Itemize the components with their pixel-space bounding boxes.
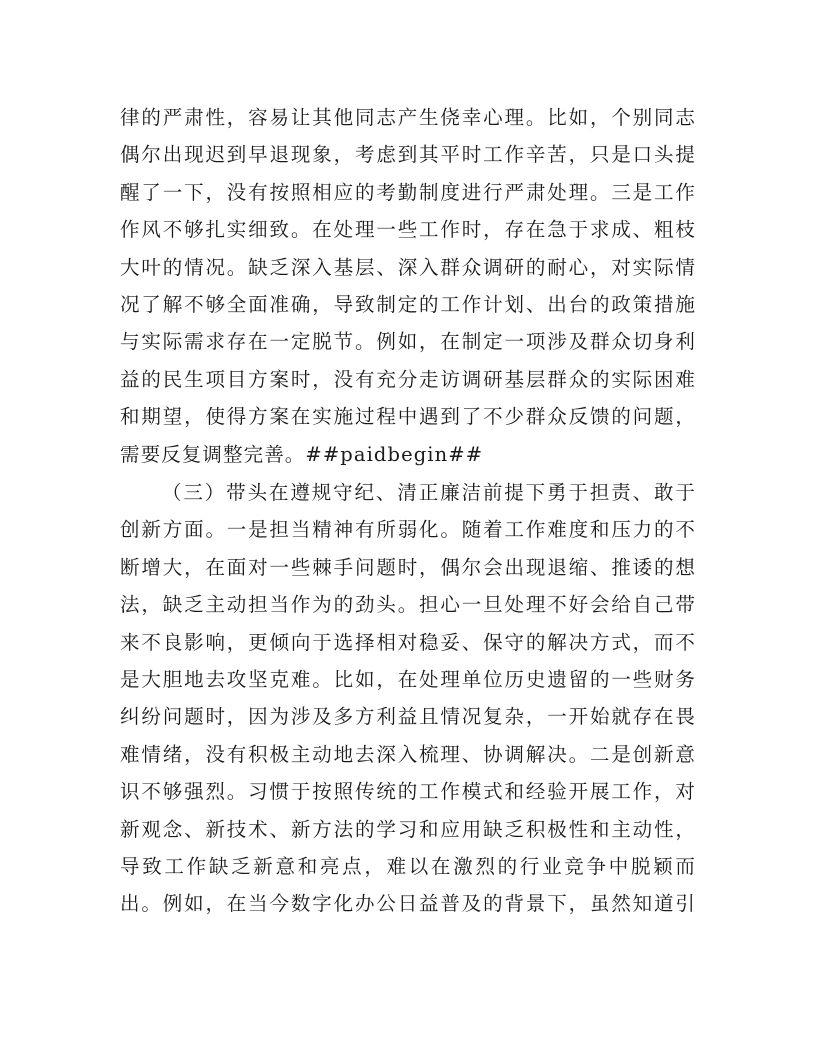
paragraph-line: 需要反复调整完善。##paidbegin##: [120, 442, 484, 466]
paragraph-line: 和期望，使得方案在实施过程中遇到了不少群众反馈的问题，: [120, 405, 696, 429]
paragraph-line: 作风不够扎实细致。在处理一些工作时，存在急于求成、粗枝: [120, 218, 696, 242]
paragraph-line: 识不够强烈。习惯于按照传统的工作模式和经验开展工作，对: [120, 780, 696, 804]
paragraph-line: 是大胆地去攻坚克难。比如，在处理单位历史遗留的一些财务: [120, 667, 696, 691]
paragraph-line: 偶尔出现迟到早退现象，考虑到其平时工作辛苦，只是口头提: [120, 143, 696, 167]
paragraph-line: 法，缺乏主动担当作为的劲头。担心一旦处理不好会给自己带: [120, 593, 696, 617]
paragraph-line: 导致工作缺乏新意和亮点，难以在激烈的行业竞争中脱颖而: [120, 854, 696, 878]
paragraph-1: [120, 99, 696, 473]
paragraph-line: 与实际需求存在一定脱节。例如，在制定一项涉及群众切身利: [120, 330, 696, 354]
paragraph-line: 来不良影响，更倾向于选择相对稳妥、保守的解决方式，而不: [120, 630, 696, 654]
paragraph-line: 创新方面。一是担当精神有所弱化。随着工作难度和压力的不: [120, 518, 696, 542]
paragraph-line: 醒了一下，没有按照相应的考勤制度进行严肃处理。三是工作: [120, 180, 696, 204]
paragraph-line: 纠纷问题时，因为涉及多方利益且情况复杂，一开始就存在畏: [120, 705, 696, 729]
paragraph-2: [120, 474, 696, 923]
paragraph-line: 律的严肃性，容易让其他同志产生侥幸心理。比如，个别同志: [120, 106, 696, 129]
paragraph-line: 断增大，在面对一些棘手问题时，偶尔会出现退缩、推诿的想: [120, 555, 696, 579]
paragraph-line: 出。例如，在当今数字化办公日益普及的背景下，虽然知道引: [120, 892, 696, 916]
paragraph-line: 大叶的情况。缺乏深入基层、深入群众调研的耐心，对实际情: [120, 255, 696, 279]
paragraph-line: 益的民生项目方案时，没有充分走访调研基层群众的实际困难: [120, 367, 696, 391]
paragraph-line: 况了解不够全面准确，导致制定的工作计划、出台的政策措施: [120, 292, 696, 316]
paragraph-line: 难情绪，没有积极主动地去深入梳理、协调解决。二是创新意: [120, 742, 696, 766]
paragraph-line: 新观念、新技术、新方法的学习和应用缺乏积极性和主动性，: [120, 817, 696, 841]
paragraph-line: （三）带头在遵规守纪、清正廉洁前提下勇于担责、敢于: [162, 481, 696, 504]
